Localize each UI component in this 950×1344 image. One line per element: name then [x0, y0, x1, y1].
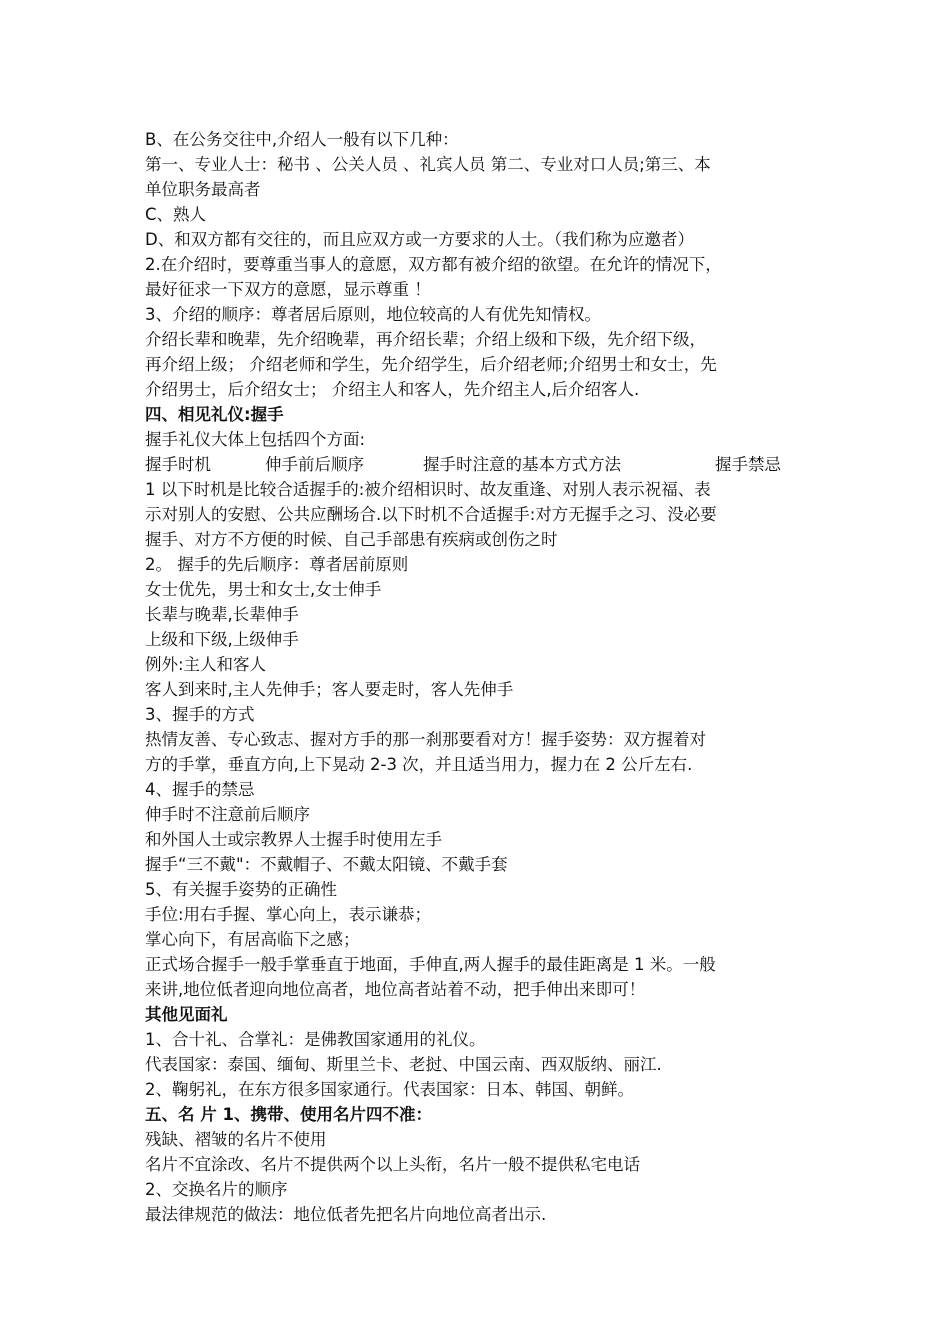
text-line: 4、握手的禁忌	[145, 780, 255, 799]
text-line: 长辈与晚辈,长辈伸手	[145, 605, 299, 624]
text-line: 伸手时不注意前后顺序	[145, 805, 310, 824]
text-line: 再介绍上级； 介绍老师和学生，先介绍学生，后介绍老师;介绍男士和女士，先	[145, 355, 717, 374]
text-line: 掌心向下，有居高临下之感；	[145, 930, 360, 949]
text-line: 介绍男士，后介绍女士； 介绍主人和客人，先介绍主人,后介绍客人.	[145, 380, 640, 399]
text-line: 1 以下时机是比较合适握手的:被介绍相识时、故友重逢、对别人表示祝福、表	[145, 480, 711, 499]
text-line: 2、鞠躬礼，在东方很多国家通行。代表国家：日本、韩国、朝鲜。	[145, 1080, 634, 1099]
aspect-item: 伸手前后顺序	[265, 455, 364, 474]
text-line: 代表国家：泰国、缅甸、斯里兰卡、老挝、中国云南、西双版纳、丽江.	[145, 1055, 662, 1074]
text-line: 介绍长辈和晚辈，先介绍晚辈，再介绍长辈；介绍上级和下级，先介绍下级，	[145, 330, 706, 349]
text-line: 客人到来时,主人先伸手；客人要走时，客人先伸手	[145, 680, 514, 699]
text-line: 握手“三不戴"：不戴帽子、不戴太阳镜、不戴手套	[145, 855, 508, 874]
text-line: C、熟人	[145, 205, 207, 224]
text-line: 握手礼仪大体上包括四个方面:	[145, 430, 366, 449]
text-line: 残缺、褶皱的名片不使用	[145, 1130, 327, 1149]
section-heading: 四、相见礼仪:握手	[145, 405, 284, 424]
text-line: 上级和下级,上级伸手	[145, 630, 299, 649]
text-line: 名片不宜涂改、名片不提供两个以上头衔，名片一般不提供私宅电话	[145, 1155, 640, 1174]
text-line: 2.在介绍时，要尊重当事人的意愿，双方都有被介绍的欲望。在允许的情况下，	[145, 255, 722, 274]
aspect-item: 握手时注意的基本方式方法	[423, 455, 621, 474]
text-line: 手位:用右手握、掌心向上，表示谦恭；	[145, 905, 432, 924]
text-line: 方的手掌，垂直方向,上下晃动 2-3 次，并且适当用力，握力在 2 公斤左右.	[145, 755, 693, 774]
section-heading: 其他见面礼	[145, 1005, 228, 1024]
text-line: 单位职务最高者	[145, 180, 261, 199]
text-line: 例外:主人和客人	[145, 655, 267, 674]
aspect-item: 握手时机	[145, 455, 211, 474]
text-line: 最好征求一下双方的意愿，显示尊重 ！	[145, 280, 431, 299]
text-line: 和外国人士或宗教界人士握手时使用左手	[145, 830, 442, 849]
text-line: 示对别人的安慰、公共应酬场合.以下时机不合适握手:对方无握手之习、没必要	[145, 505, 717, 524]
text-line: 最法律规范的做法：地位低者先把名片向地位高者出示.	[145, 1205, 547, 1224]
text-line: 正式场合握手一般手掌垂直于地面，手伸直,两人握手的最佳距离是 1 米。一般	[145, 955, 716, 974]
text-line: 2。 握手的先后顺序：尊者居前原则	[145, 555, 409, 574]
section-heading: 五、名 片 1、携带、使用名片四不准：	[145, 1105, 432, 1124]
text-line: 2、交换名片的顺序	[145, 1180, 288, 1199]
text-line: 3、介绍的顺序：尊者居后原则，地位较高的人有优先知情权。	[145, 305, 601, 324]
aspect-item: 握手禁忌	[715, 455, 781, 474]
text-line: 热情友善、专心致志、握对方手的那一刹那要看对方！握手姿势：双方握着对	[145, 730, 706, 749]
text-line: 5、有关握手姿势的正确性	[145, 880, 337, 899]
text-line: 第一、专业人士：秘书 、公关人员 、礼宾人员 第二、专业对口人员;第三、本	[145, 155, 711, 174]
document-body	[145, 127, 815, 1227]
text-line: B、在公务交往中,介绍人一般有以下几种：	[145, 130, 459, 149]
text-line: 来讲,地位低者迎向地位高者，地位高者站着不动，把手伸出来即可！	[145, 980, 646, 999]
text-line: 3、握手的方式	[145, 705, 255, 724]
text-line: D、和双方都有交往的，而且应双方或一方要求的人士。（我们称为应邀者）	[145, 230, 694, 249]
handshake-aspects-row	[145, 452, 815, 477]
text-line: 1、合十礼、合掌礼：是佛教国家通用的礼仪。	[145, 1030, 486, 1049]
text-line: 握手、对方不方便的时候、自己手部患有疾病或创伤之时	[145, 530, 558, 549]
text-line: 女士优先，男士和女士,女士伸手	[145, 580, 382, 599]
